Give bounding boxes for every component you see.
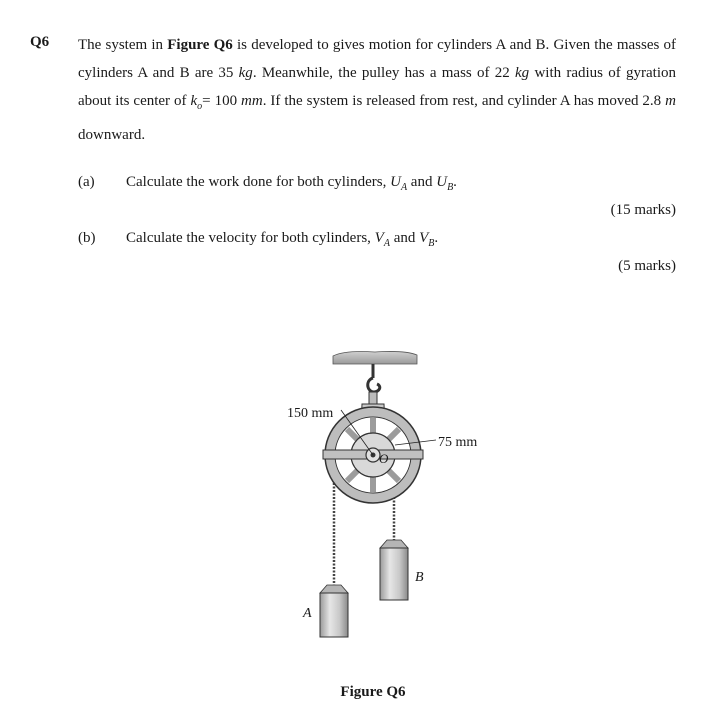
label-75mm: 75 mm bbox=[438, 435, 478, 450]
part-a-marks: (15 marks) bbox=[610, 202, 676, 218]
part-b-label: (b) bbox=[78, 230, 96, 246]
label-b: B bbox=[415, 570, 424, 585]
cylinder-a bbox=[320, 593, 348, 637]
symbol-ub: U bbox=[436, 174, 448, 190]
question-text-2: is developed to gives motion for cylinders A and B. Given the masses of cylinders A and B are 35 bbox=[78, 37, 677, 81]
part-b-marks: (5 marks) bbox=[618, 258, 676, 274]
symbol-va: V bbox=[374, 230, 384, 246]
question-text-1: The system in bbox=[78, 37, 168, 53]
question-text-3: . Meanwhile, the pulley has a mass of 22 bbox=[252, 65, 516, 81]
cylinder-b-cap bbox=[380, 540, 408, 548]
cylinder-b bbox=[380, 548, 408, 600]
hook-icon bbox=[368, 378, 380, 392]
figure-caption: Figure Q6 bbox=[340, 684, 406, 700]
part-b-text: Calculate the velocity for both cylinders, $V_A$ and $V_B$. bbox=[126, 230, 439, 249]
cylinder-a-cap bbox=[320, 585, 348, 593]
unit-mm: mm bbox=[241, 93, 263, 109]
question-text-5: = 100 bbox=[202, 93, 242, 109]
k-subscript: o bbox=[197, 101, 203, 112]
part-a-label: (a) bbox=[78, 174, 95, 190]
figure-reference: Figure Q6 bbox=[167, 37, 233, 53]
label-o: O bbox=[379, 451, 389, 466]
hook-shackle bbox=[369, 392, 377, 404]
question-text-4: with radius of gyration about its center of bbox=[78, 65, 676, 109]
ceiling-support bbox=[333, 351, 417, 364]
label-150mm: 150 mm bbox=[287, 406, 334, 421]
label-a: A bbox=[303, 606, 312, 621]
question-text-6: . If the system is released from rest, and cylinder A has moved 2.8 bbox=[262, 93, 666, 109]
unit-m: m bbox=[665, 93, 676, 109]
question-number: Q6 bbox=[30, 34, 50, 50]
part-a-text: Calculate the work done for both cylinders, $U_A$ and $U_B$. bbox=[126, 174, 457, 193]
unit-kg: kg bbox=[238, 65, 253, 81]
symbol-vb: V bbox=[419, 230, 429, 246]
symbol-ua: U bbox=[390, 174, 401, 190]
k-symbol: k bbox=[190, 93, 198, 109]
unit-kg-2: kg bbox=[515, 65, 530, 81]
question-text-7: downward. bbox=[78, 127, 146, 143]
